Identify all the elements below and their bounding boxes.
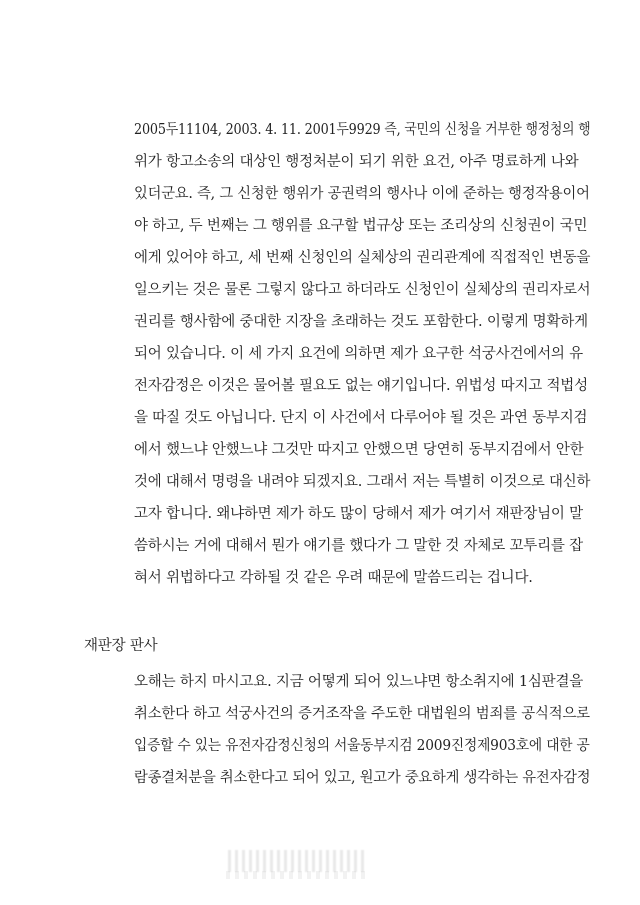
text-line: 입증할 수 있는 유전자감정신청의 서울동부지검 2009진정제903호에 대한 공	[134, 738, 590, 754]
speaker-label: 재판장 판사	[84, 638, 158, 654]
text-line: 혀서 위법하다고 각하될 것 같은 우려 때문에 말씀드리는 겁니다.	[134, 570, 533, 586]
text-line: 있더군요. 즉, 그 신청한 행위가 공권력의 행사나 이에 준하는 행정작용이어	[134, 186, 590, 202]
text-line: 되어 있습니다. 이 세 가지 요건에 의하면 제가 요구한 석궁사건에서의 유	[134, 346, 583, 362]
faded-stamp-mark-lower	[226, 871, 368, 879]
text-line: 에게 있어야 하고, 세 번째 신청인의 실체상의 권리관계에 직접적인 변동을	[134, 250, 591, 266]
faded-stamp-mark	[228, 850, 368, 872]
text-line: 을 따질 것도 아닙니다. 단지 이 사건에서 다루어야 될 것은 과연 동부지검	[134, 410, 588, 426]
text-line: 야 하고, 두 번째는 그 행위를 요구할 법규상 또는 조리상의 신청권이 국민	[134, 218, 588, 234]
text-line: 일으키는 것은 물론 그렇지 않다고 하더라도 신청인이 실체상의 권리자로서	[134, 282, 591, 298]
text-line: 것에 대해서 명령을 내려야 되겠지요. 그래서 저는 특별히 이것으로 대신하	[134, 474, 591, 490]
text-line: 에서 했느냐 안했느냐 그것만 따지고 안했으면 당연히 동부지검에서 안한	[134, 442, 584, 458]
text-line: 씀하시는 거에 대해서 뭔가 얘기를 했다가 그 말한 것 자체로 꼬투리를 잡	[134, 538, 583, 554]
text-line: 오해는 하지 마시고요. 지금 어떻게 되어 있느냐면 항소취지에 1심판결을	[134, 674, 584, 690]
text-line: 고자 합니다. 왜냐하면 제가 하도 많이 당해서 제가 여기서 재판장님이 말	[134, 506, 583, 522]
text-line: 위가 항고소송의 대상인 행정처분이 되기 위한 요건, 아주 명료하게 나와	[134, 154, 579, 170]
text-line: 전자감정은 이것은 물어볼 필요도 없는 얘기입니다. 위법성 따지고 적법성	[134, 378, 588, 394]
text-line: 권리를 행사함에 중대한 지장을 초래하는 것도 포함한다. 이렇게 명확하게	[134, 314, 588, 330]
text-line: 람종결처분을 취소한다고 되어 있고, 원고가 중요하게 생각하는 유전자감정	[134, 770, 591, 786]
text-line: 취소한다 하고 석궁사건의 증거조작을 주도한 대법원의 범죄를 공식적으로	[134, 706, 590, 722]
text-line: 2005두11104, 2003. 4. 11. 2001두9929 즉, 국민의 신청을 거부한 행정청의 행	[134, 122, 591, 138]
